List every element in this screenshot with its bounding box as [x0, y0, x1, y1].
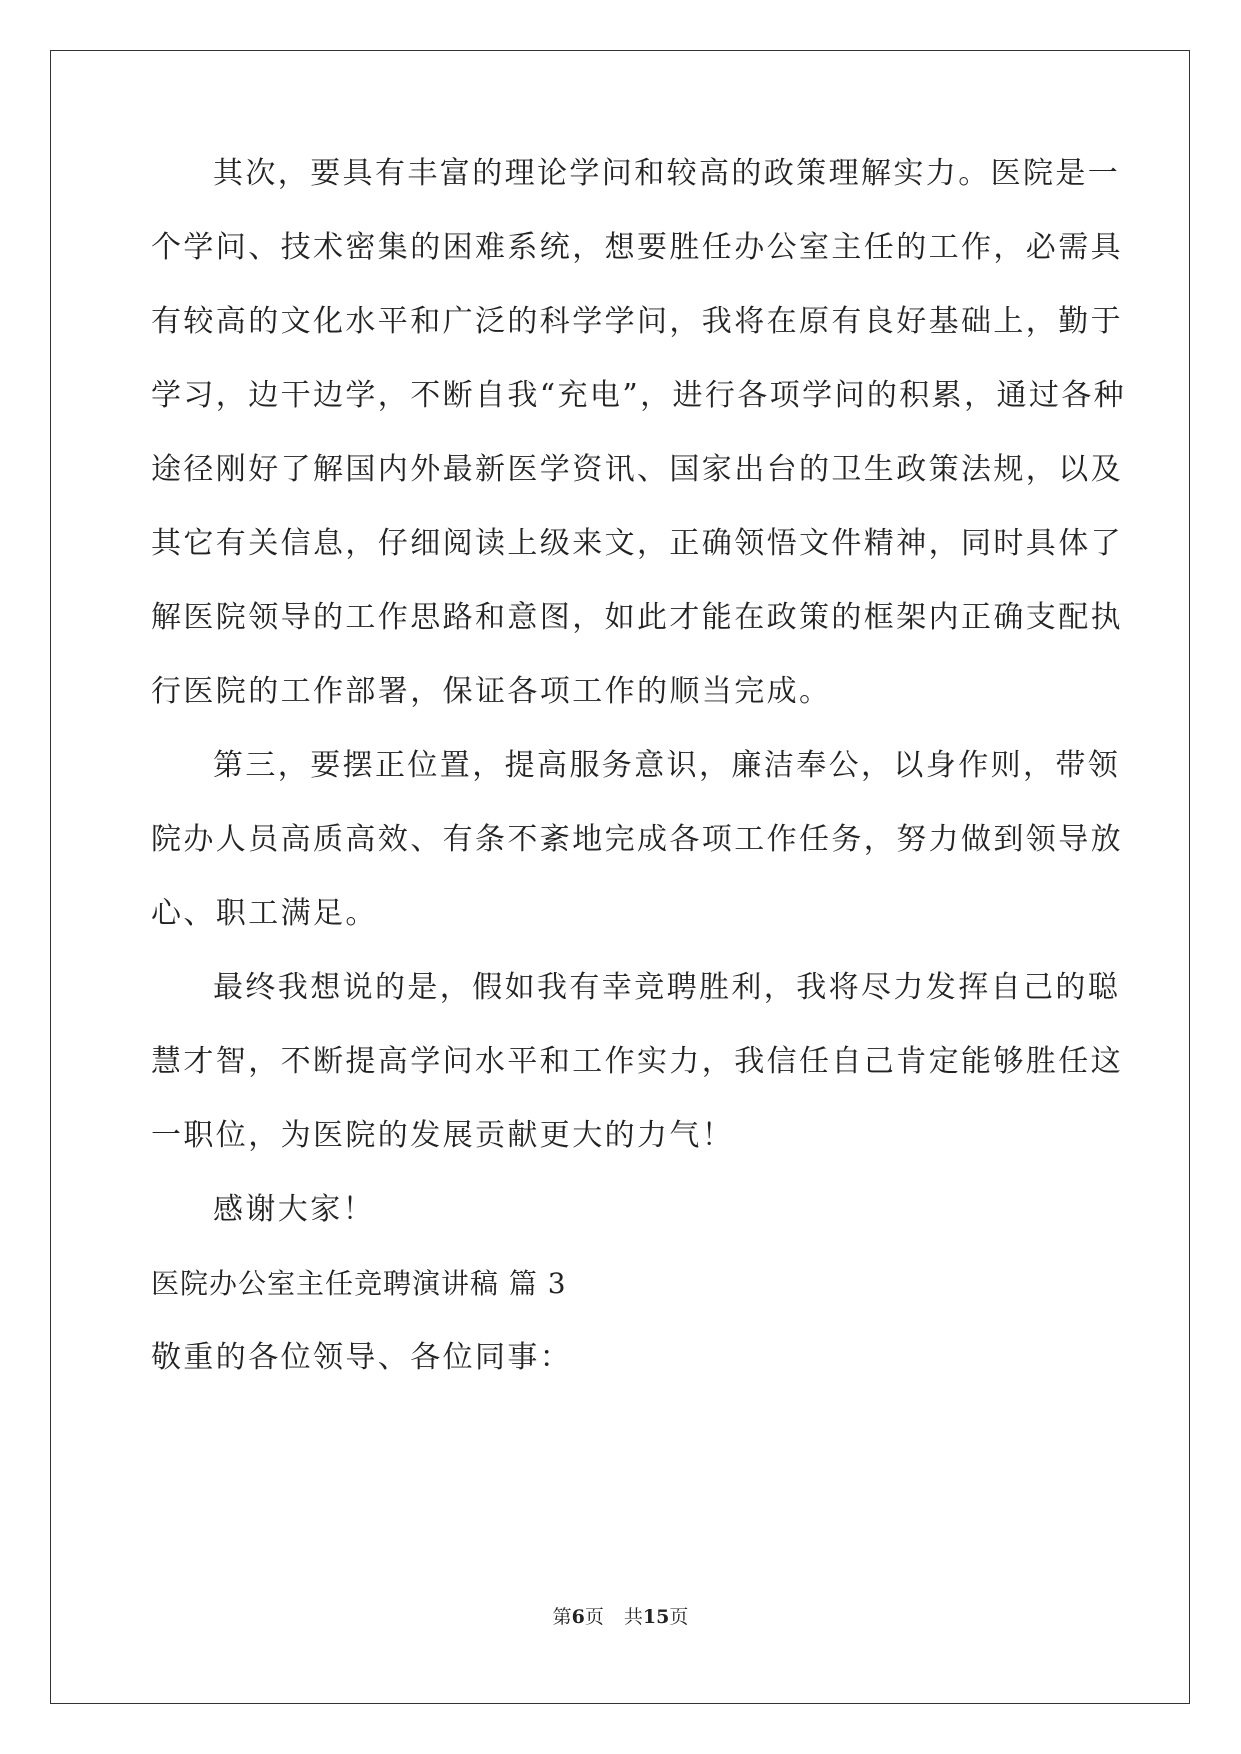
page-border — [50, 50, 1190, 1704]
section-heading: 医院办公室主任竞聘演讲稿 篇 3 — [151, 1267, 567, 1300]
footer-total-pages: 15 — [642, 1606, 670, 1628]
paragraph-line: 最终我想说的是，假如我有幸竞聘胜利，我将尽力发挥自己的聪 — [213, 970, 1121, 1005]
paragraph-line: 途径刚好了解国内外最新医学资讯、国家出台的卫生政策法规，以及 — [151, 452, 1123, 487]
salutation-line: 敬重的各位领导、各位同事： — [151, 1340, 573, 1375]
paragraph-line: 其它有关信息，仔细阅读上级来文，正确领悟文件精神，同时具体了 — [151, 526, 1123, 561]
footer-total-suffix: 页 — [669, 1606, 689, 1628]
paragraph-line: 慧才智，不断提高学问水平和工作实力，我信任自己肯定能够胜任这 — [151, 1044, 1123, 1079]
paragraph-line: 解医院领导的工作思路和意图，如此才能在政策的框架内正确支配执 — [151, 600, 1123, 635]
paragraph-line: 其次，要具有丰富的理论学问和较高的政策理解实力。医院是一 — [213, 156, 1121, 191]
paragraph-line: 行医院的工作部署，保证各项工作的顺当完成。 — [151, 674, 832, 709]
page-footer — [0, 1604, 1241, 1630]
paragraph-line: 心、职工满足。 — [151, 896, 378, 931]
footer-page-number: 6 — [571, 1606, 585, 1628]
footer-page-prefix: 第 — [552, 1606, 572, 1628]
closing-line: 感谢大家！ — [213, 1192, 375, 1227]
paragraph-line: 院办人员高质高效、有条不紊地完成各项工作任务，努力做到领导放 — [151, 822, 1123, 857]
footer-total-prefix: 共 — [623, 1606, 643, 1628]
paragraph-line: 个学问、技术密集的困难系统，想要胜任办公室主任的工作，必需具 — [151, 230, 1123, 265]
paragraph-line: 第三，要摆正位置，提高服务意识，廉洁奉公，以身作则，带领 — [213, 748, 1121, 783]
footer-page-suffix: 页 — [584, 1606, 604, 1628]
paragraph-line: 学习，边干边学，不断自我“充电”，进行各项学问的积累，通过各种 — [151, 378, 1127, 413]
paragraph-line: 有较高的文化水平和广泛的科学学问，我将在原有良好基础上，勤于 — [151, 304, 1123, 339]
paragraph-line: 一职位，为医院的发展贡献更大的力气！ — [151, 1118, 735, 1153]
